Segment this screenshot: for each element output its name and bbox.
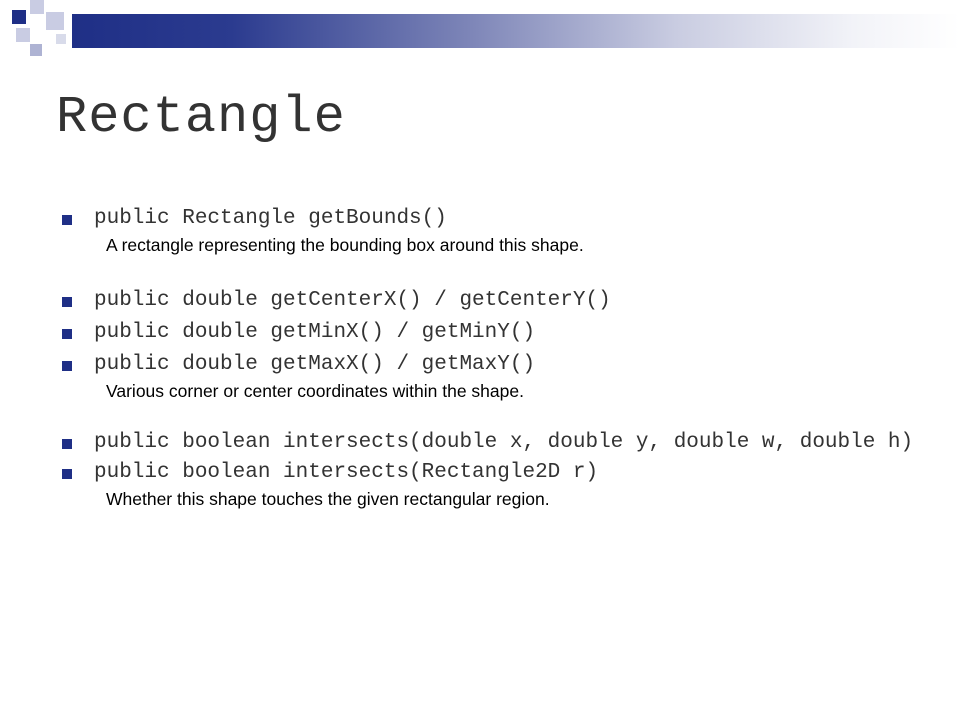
method-signature: public double getCenterX() / getCenterY() [94, 289, 611, 312]
description-text: Whether this shape touches the given rectangular region. [106, 489, 550, 509]
square-bullet-icon [62, 329, 72, 339]
decorative-square [56, 34, 66, 44]
method-item [58, 208, 918, 230]
square-bullet-icon [62, 297, 72, 307]
method-item [58, 462, 918, 484]
square-bullet-icon [62, 469, 72, 479]
description-text: A rectangle representing the bounding box around this shape. [106, 235, 584, 255]
decorative-square [16, 28, 30, 42]
decorative-square [46, 12, 64, 30]
method-description [58, 234, 918, 256]
method-signature: public double getMaxX() / getMaxY() [94, 353, 536, 376]
decorative-square [30, 0, 44, 14]
method-signature: public double getMinX() / getMinY() [94, 321, 536, 344]
method-signature: public boolean intersects(double x, double y, double w, double h) [94, 431, 914, 454]
method-signature: public boolean intersects(Rectangle2D r) [94, 461, 599, 484]
method-item [58, 322, 918, 344]
square-bullet-icon [62, 361, 72, 371]
header-gradient-bar [72, 14, 960, 48]
slide-title: Rectangle [56, 88, 346, 147]
method-description [58, 488, 918, 510]
method-item [58, 432, 918, 454]
method-description [58, 380, 918, 402]
decorative-square [30, 44, 42, 56]
method-item [58, 290, 918, 312]
method-item [58, 354, 918, 376]
square-bullet-icon [62, 215, 72, 225]
method-signature: public Rectangle getBounds() [94, 207, 447, 230]
description-text: Various corner or center coordinates within the shape. [106, 381, 524, 401]
square-bullet-icon [62, 439, 72, 449]
decorative-square [12, 10, 26, 24]
method-list [58, 208, 918, 510]
